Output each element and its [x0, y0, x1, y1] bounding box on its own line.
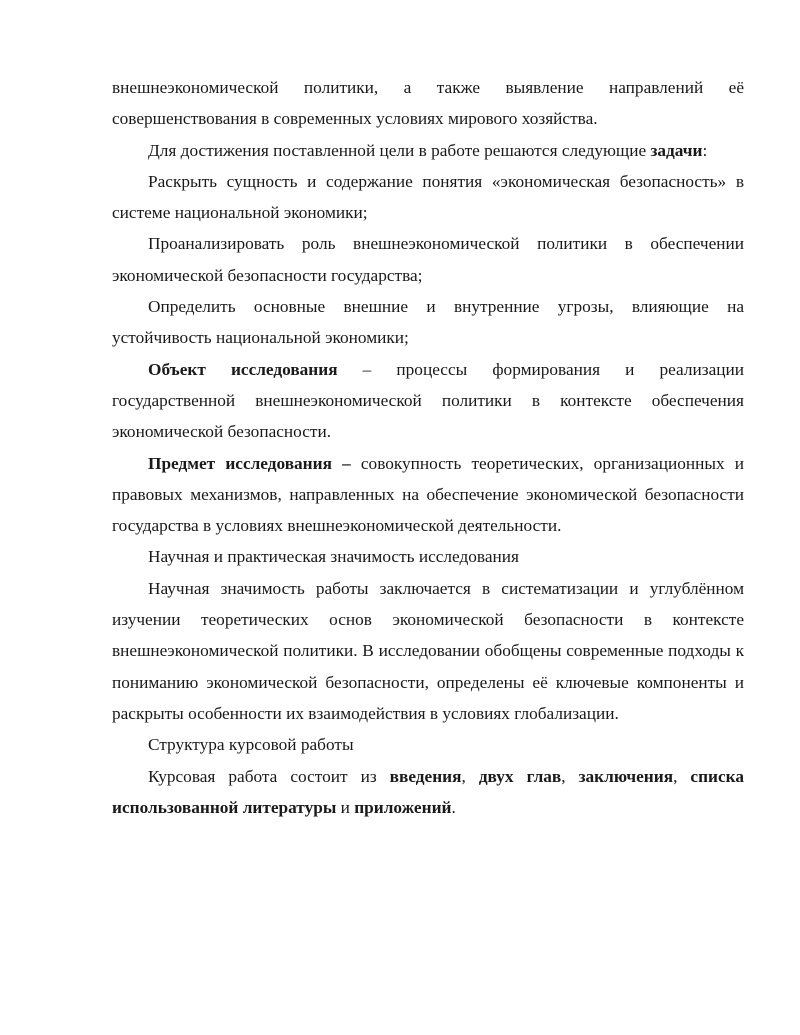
text-span: – процессы формирования и реализации государственной внешнеэкономической политики в контексте обеспечения экономической безопасности.: [112, 359, 744, 442]
text-span: Курсовая работа состоит из: [148, 766, 390, 786]
paragraph-structure-description: [112, 761, 744, 824]
paragraph-task-3: Определить основные внешние и внутренние угрозы, влияющие на устойчивость национальной экономики;: [112, 297, 744, 348]
paragraph-task-2: Проанализировать роль внешнеэкономической политики в обеспечении экономической безопасности государства;: [112, 234, 744, 285]
bold-term-appendices: приложений: [354, 797, 452, 817]
text-span: совокупность теоретических, организационных и правовых механизмов, направленных на обеспечение экономической безопасности государства в условиях внешнеэкономической деятельности.: [112, 453, 744, 536]
text-span: .: [451, 797, 456, 817]
bold-term-conclusion: заключения: [578, 766, 674, 786]
paragraph-task-1: Раскрыть сущность и содержание понятия «экономическая безопасность» в системе национальной экономики;: [112, 171, 744, 223]
document-page: [112, 72, 744, 823]
bold-term-introduction: введения: [389, 766, 462, 786]
text-span: ,: [561, 766, 579, 786]
text-span: :: [702, 140, 708, 160]
bold-term-two-chapters: двух глав: [478, 766, 562, 786]
text-span: ,: [673, 766, 691, 786]
paragraph-structure-heading: Структура курсовой работы: [148, 735, 354, 755]
bold-term-subject: Предмет исследования –: [148, 453, 351, 473]
text-span: Для достижения поставленной цели в работе решаются следующие: [148, 140, 651, 160]
bold-term-references: списка использованной литературы: [112, 766, 744, 817]
text-span: и: [336, 797, 355, 817]
paragraph-significance-heading: Научная и практическая значимость исследования: [148, 547, 519, 567]
bold-term-object: Объект исследования: [148, 359, 338, 379]
paragraph-research-subject: [112, 448, 744, 542]
paragraph-scientific-significance: Научная значимость работы заключается в систематизации и углублённом изучении теоретических основ экономической безопасности в контексте внешнеэкономической политики. В исследовании обобщены современные подходы к пониманию экономической безопасности, определены её ключевые компоненты и раскрыты особенности их взаимодействия в условиях глобализации.: [112, 578, 744, 723]
paragraph-research-object: [112, 354, 744, 448]
paragraph-goal-continuation: внешнеэкономической политики, а также выявление направлений её совершенствования в современных условиях мирового хозяйства.: [112, 78, 744, 129]
paragraph-tasks-intro: [112, 135, 744, 166]
text-span: ,: [461, 766, 479, 786]
bold-term-tasks: задачи: [650, 140, 703, 160]
